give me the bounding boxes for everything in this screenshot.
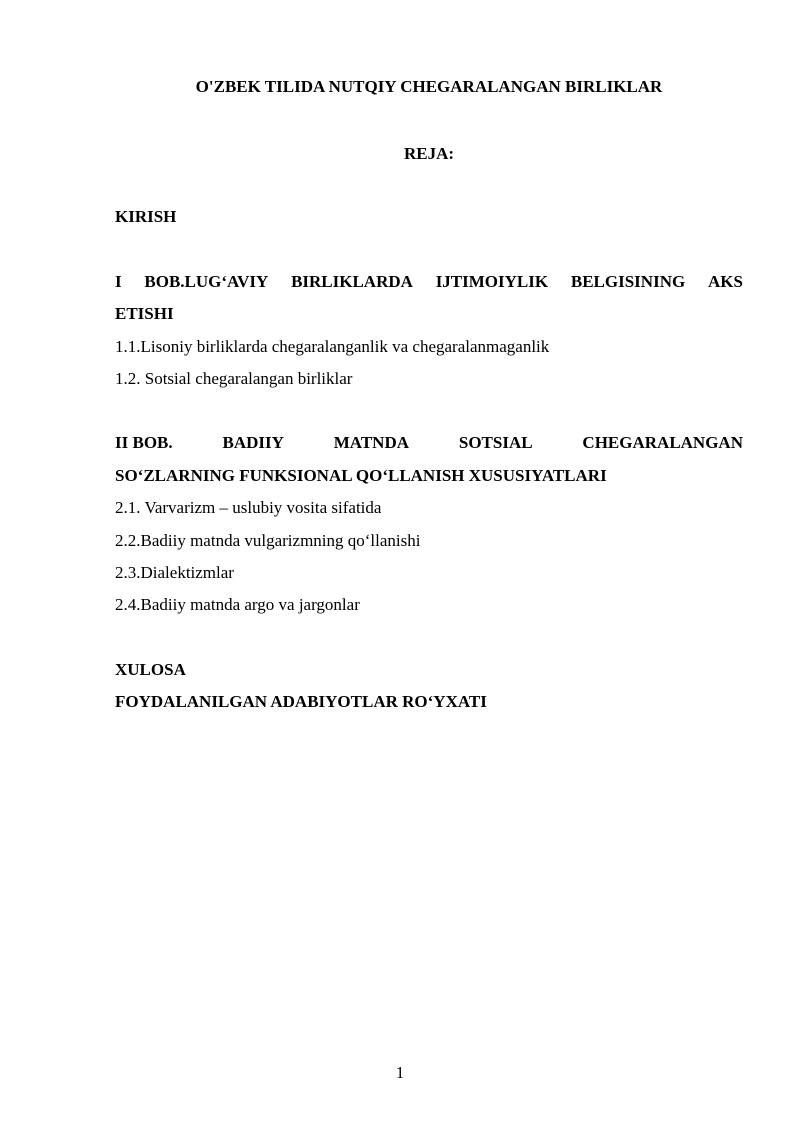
chapter1-heading	[115, 271, 743, 293]
chapter1-heading-cont: ETISHI	[115, 304, 174, 323]
chapter1-heading-word: BOB.LUG‘AVIY	[144, 272, 269, 291]
intro-heading: KIRISH	[115, 207, 177, 226]
chapter2-heading-word: BADIIY	[222, 433, 284, 452]
chapter1-item: 1.1.Lisoniy birliklarda chegaralanganlik va chegaralanmaganlik	[115, 337, 550, 356]
chapter1-heading-word: IJTIMOIYLIK	[435, 272, 549, 291]
conclusion-heading: XULOSA	[115, 660, 186, 679]
chapter1-heading-word: BELGISINING	[570, 272, 686, 291]
chapter1-item: 1.2. Sotsial chegaralangan birliklar	[115, 369, 353, 388]
document-title: O'ZBEK TILIDA NUTQIY CHEGARALANGAN BIRLIKLAR	[195, 77, 663, 96]
chapter1-heading-word: AKS	[707, 272, 743, 291]
chapter2-heading-word: II BOB.	[115, 433, 173, 452]
chapter2-heading-word: CHEGARALANGAN	[582, 433, 743, 452]
chapter2-heading-cont: SO‘ZLARNING FUNKSIONAL QO‘LLANISH XUSUSIYATLARI	[115, 466, 607, 485]
chapter2-heading-word: MATNDA	[333, 433, 409, 452]
references-heading: FOYDALANILGAN ADABIYOTLAR RO‘YXATI	[115, 692, 487, 711]
chapter2-item: 2.4.Badiiy matnda argo va jargonlar	[115, 595, 360, 614]
plan-heading: REJA:	[403, 144, 455, 163]
chapter2-item: 2.3.Dialektizmlar	[115, 563, 234, 582]
chapter1-heading-word: BIRLIKLARDA	[291, 272, 413, 291]
chapter2-item: 2.2.Badiiy matnda vulgarizmning qo‘llanishi	[115, 531, 421, 550]
page-number: 1	[395, 1063, 405, 1082]
chapter2-item: 2.1. Varvarizm – uslubiy vosita sifatida	[115, 498, 382, 517]
chapter1-heading-word: I	[115, 272, 122, 291]
chapter2-heading	[115, 432, 743, 454]
chapter2-heading-word: SOTSIAL	[458, 433, 533, 452]
